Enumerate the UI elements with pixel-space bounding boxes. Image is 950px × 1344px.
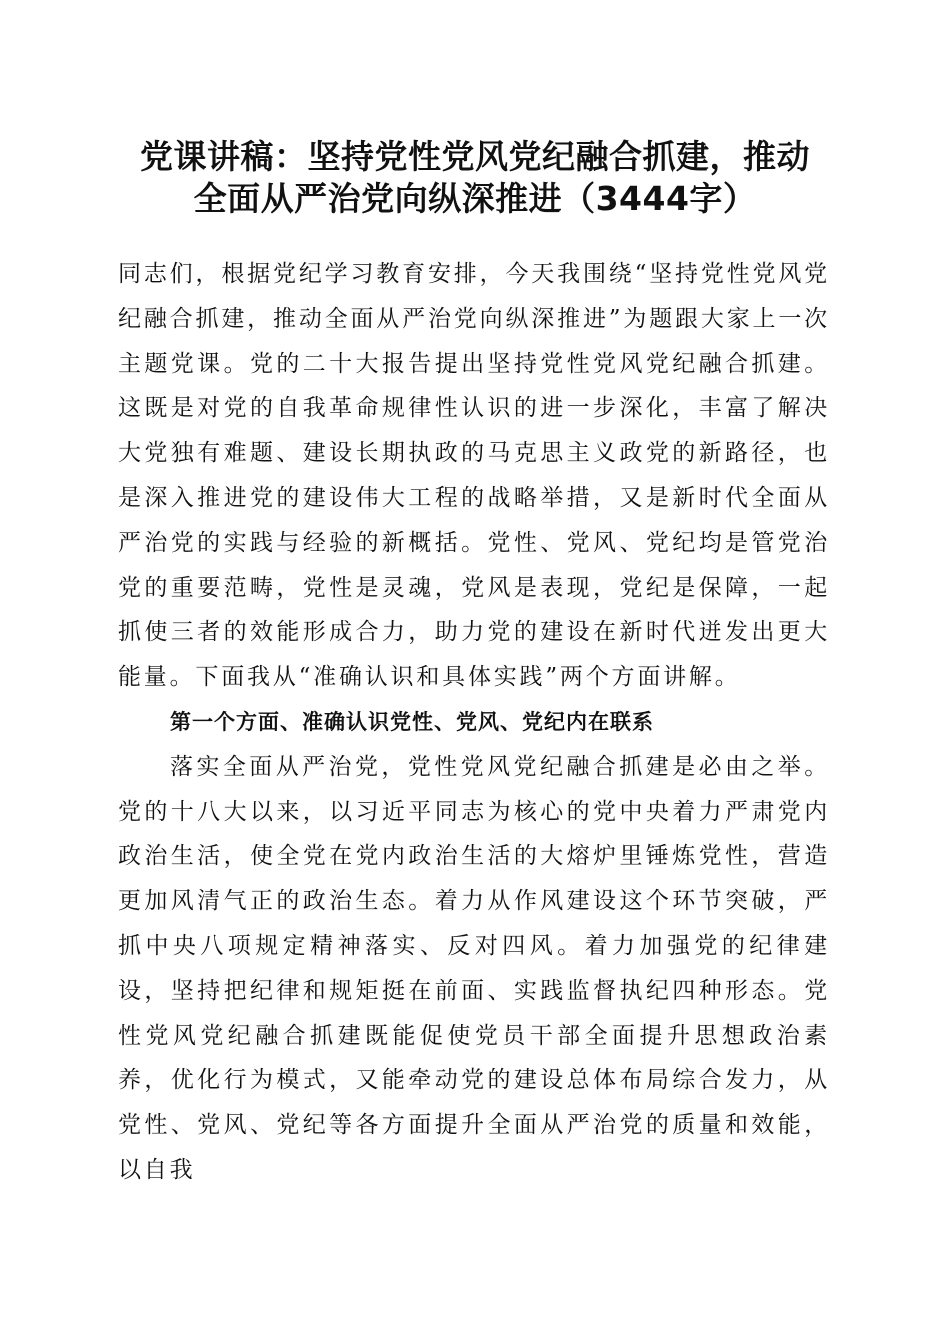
section-1-heading: 第一个方面、准确认识党性、党风、党纪内在联系 <box>170 708 654 734</box>
document-title-line-2: 全面从严治党向纵深推进（3444字） <box>193 179 757 218</box>
intro-paragraph: 同志们，根据党纪学习教育安排，今天我围绕“坚持党性党风党纪融合抓建，推动全面从严治党向纵深推进”为题跟大家上一次主题党课。党的二十大报告提出坚持党性党风党纪融合抓建。这既是对党的自我革命规律性认识的进一步深化，丰富了解决大党独有难题、建设长期执政的马克思主义政党的新路径，也是深入推进党的建设伟大工程的战略举措，又是新时代全面从严治党的实践与经验的新概括。党性、党风、党纪均是管党治党的重要范畴，党性是灵魂，党风是表现，党纪是保障，一起抓使三者的效能形成合力，助力党的建设在新时代迸发出更大能量。下面我从“准确认识和具体实践”两个方面讲解。 <box>118 261 830 691</box>
document-body <box>118 252 830 1193</box>
section-1-paragraph: 落实全面从严治党，党性党风党纪融合抓建是必由之举。党的十八大以来，以习近平同志为核心的党中央着力严肃党内政治生活，使全党在党内政治生活的大熔炉里锤炼党性，营造更加风清气正的政治生态。着力从作风建设这个环节突破，严抓中央八项规定精神落实、反对四风。着力加强党的纪律建设，坚持把纪律和规矩挺在前面、实践监督执纪四种形态。党性党风党纪融合抓建既能促使党员干部全面提升思想政治素养，优化行为模式，又能牵动党的建设总体布局综合发力，从党性、党风、党纪等各方面提升全面从严治党的质量和效能，以自我 <box>118 753 830 1183</box>
document-title-line-1: 党课讲稿：坚持党性党风党纪融合抓建，推动 <box>140 137 810 176</box>
document-title <box>105 136 845 220</box>
